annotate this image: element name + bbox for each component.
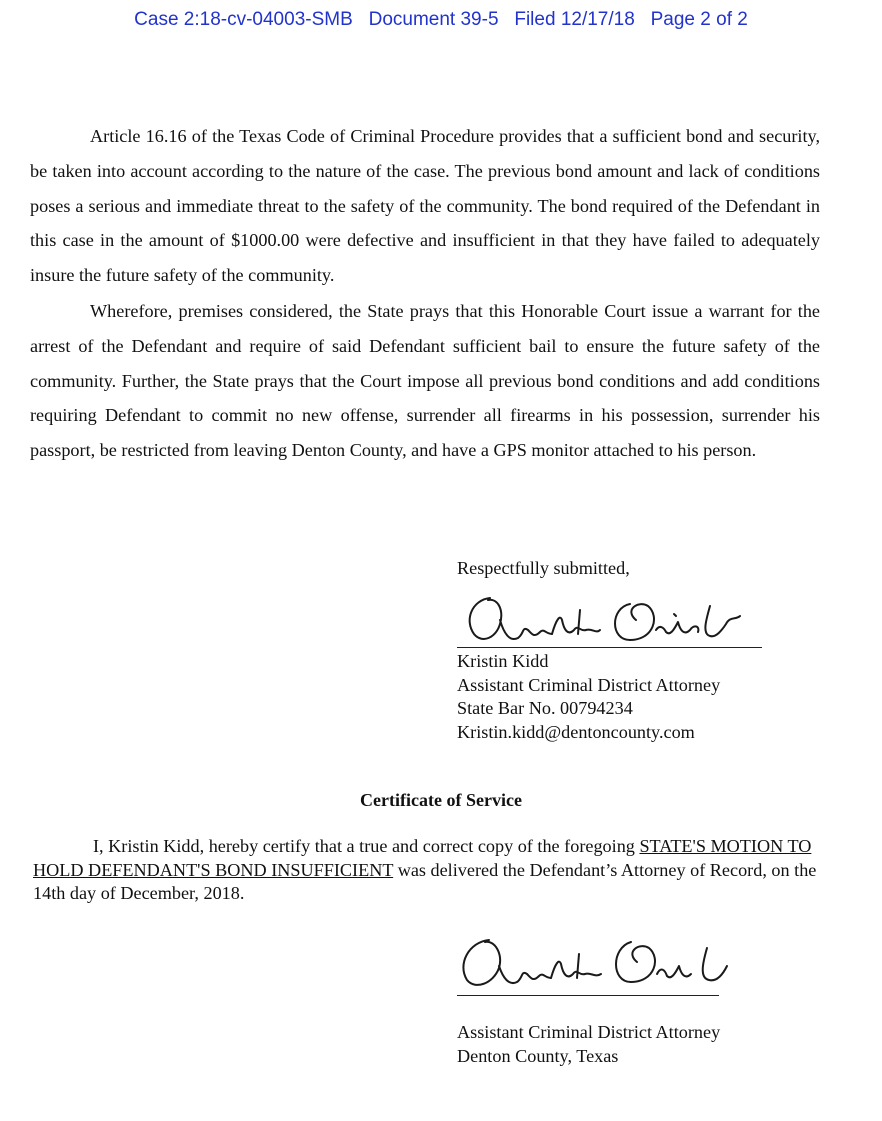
signature-line: [457, 647, 762, 648]
signature-image: [460, 590, 760, 652]
certificate-signer-info: [457, 1021, 720, 1068]
document-number: Document 39-5: [368, 9, 499, 30]
attorney-title: Assistant Criminal District Attorney: [457, 674, 721, 695]
certificate-paragraph: [33, 835, 823, 906]
motion-title: STATE'S MOTION TO HOLD DEFENDANT'S BOND INSUFFICIENT: [33, 836, 812, 880]
body-paragraph-2: Wherefore, premises considered, the State prays that this Honorable Court issue a warrant for the arrest of the Defendant and require of said Defendant sufficient bail to ensure the future safety of the community. Further, the State prays that the Court impose all previous bond conditions and add conditions requiring Defendant to commit no new offense, surrender all firearms in his possession, surrender his passport, be restricted from leaving Denton County, and have a GPS monitor attached to his person.: [30, 301, 820, 461]
certificate-signer-title: Assistant Criminal District Attorney: [457, 1022, 721, 1042]
attorney-name: Kristin Kidd: [457, 651, 549, 671]
certificate-county: Denton County, Texas: [457, 1045, 619, 1066]
closing-text: Respectfully submitted,: [457, 558, 630, 578]
certificate-signature-image: [455, 930, 735, 996]
attorney-info: [457, 650, 720, 744]
bar-number: State Bar No. 00794234: [457, 698, 633, 718]
case-header: [0, 9, 882, 31]
closing-line: [457, 557, 630, 581]
case-number: Case 2:18-cv-04003-SMB: [134, 9, 353, 30]
certificate-intro: I, Kristin Kidd, hereby certify that a true and correct copy of the foregoing: [93, 836, 640, 856]
attorney-email: Kristin.kidd@dentoncounty.com: [457, 721, 695, 742]
certificate-title: Certificate of Service: [360, 790, 522, 810]
certificate-signature-line: [457, 995, 719, 996]
filed-date: Filed 12/17/18: [514, 9, 635, 30]
body-paragraph-1: Article 16.16 of the Texas Code of Criminal Procedure provides that a sufficient bond and security, be taken into account according to the nature of the case. The previous bond amount and lack of conditions poses a serious and immediate threat to the safety of the community. The bond required of the Defendant in this case in the amount of $1000.00 were defective and insufficient in that they have failed to adequately insure the future safety of the community.: [30, 126, 820, 286]
certificate-body: was delivered the Defendant’s Attorney of Record, on the 14th day of December, 2018.: [33, 859, 817, 903]
page-number: Page 2 of 2: [650, 9, 748, 30]
